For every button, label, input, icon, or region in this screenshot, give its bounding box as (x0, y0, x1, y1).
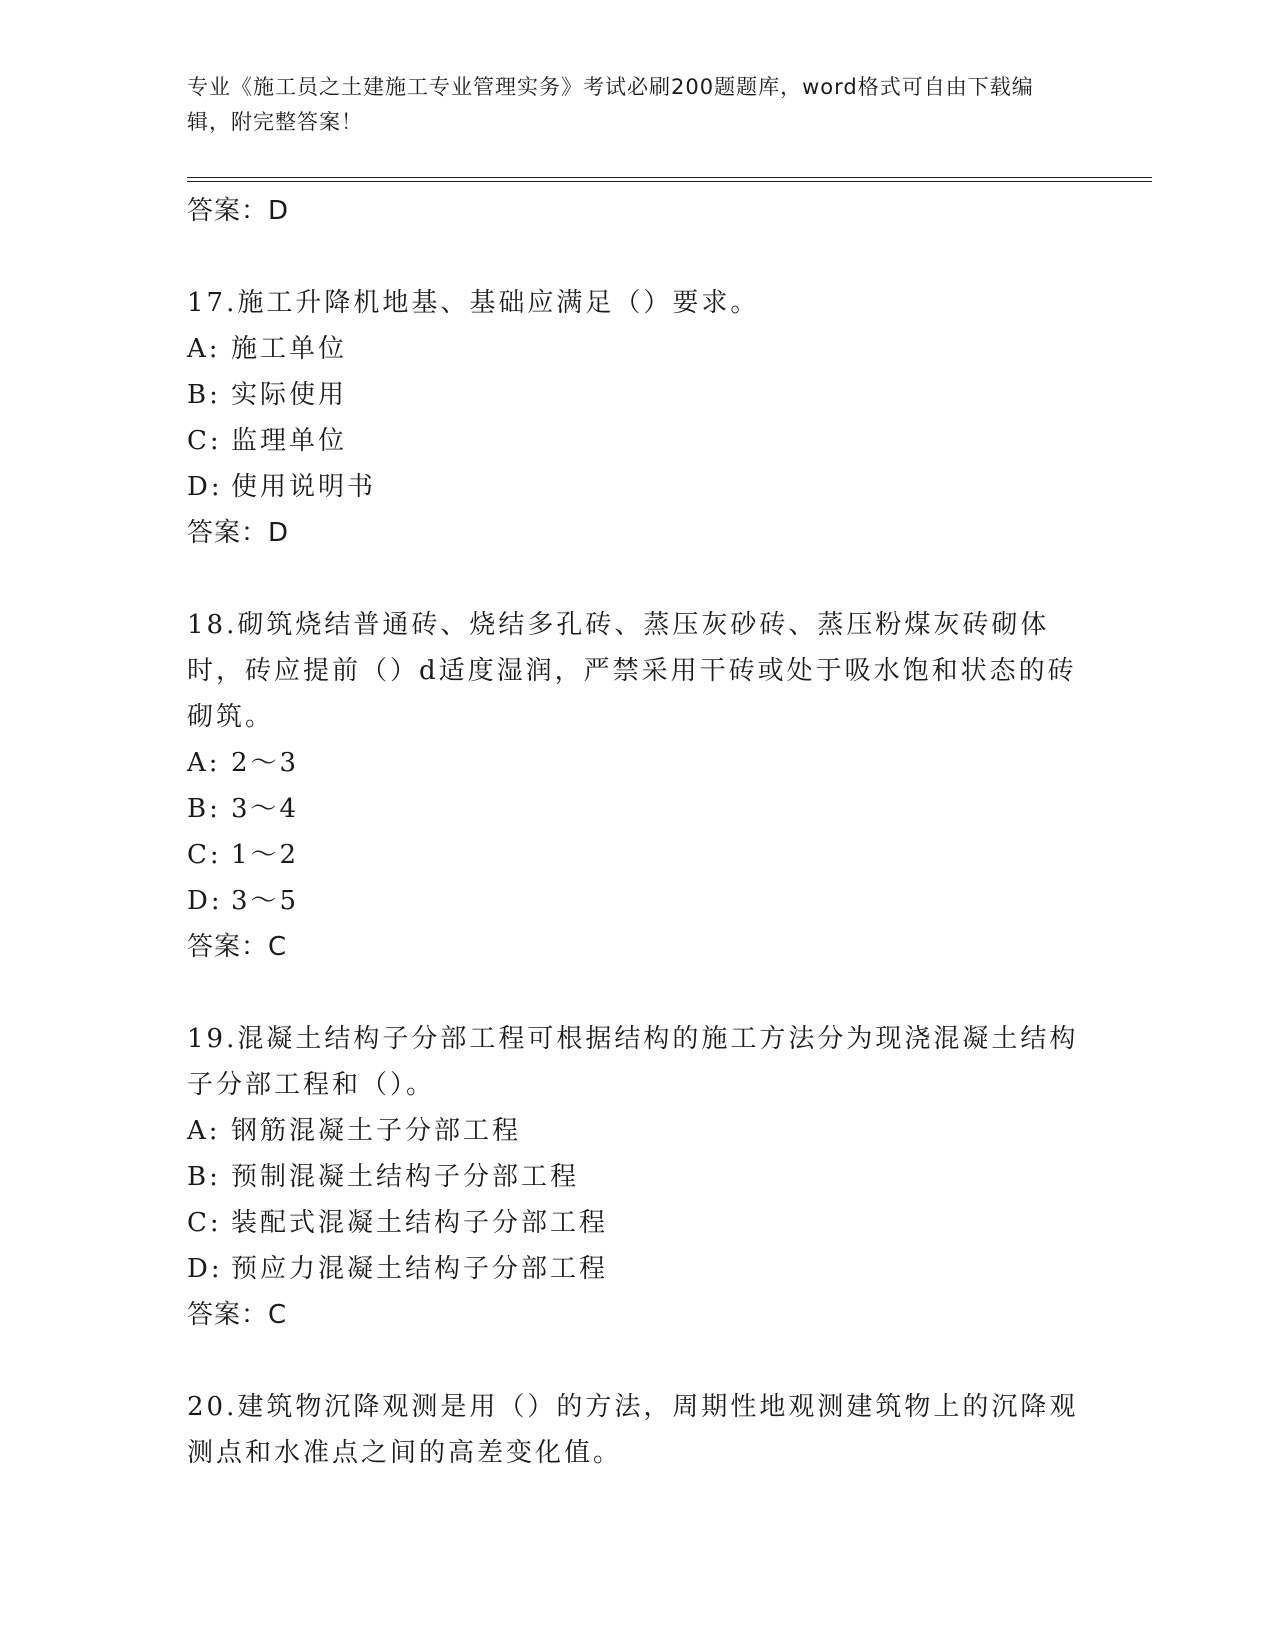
answer-line: 答案：D (187, 518, 290, 548)
question-20 (187, 1384, 1152, 1476)
option-c (187, 1200, 1152, 1246)
document-page (187, 70, 1152, 1476)
option-text: 使用说明书 (231, 472, 377, 502)
question-18 (187, 602, 1152, 970)
option-c (187, 832, 1152, 878)
option-text: 预应力混凝土结构子分部工程 (231, 1254, 609, 1284)
option-letter: B: (187, 794, 221, 824)
option-text: 施工单位 (231, 334, 348, 364)
option-text: 3～4 (231, 794, 300, 824)
answer-line: 答案：C (187, 932, 288, 962)
option-text: 预制混凝土结构子分部工程 (231, 1162, 580, 1192)
option-letter: C: (187, 1208, 222, 1238)
option-d (187, 1246, 1152, 1292)
option-a (187, 740, 1152, 786)
question-stem: 18.砌筑烧结普通砖、烧结多孔砖、蒸压灰砂砖、蒸压粉煤灰砖砌体时，砖应提前（）d适度湿润，严禁采用干砖或处于吸水饱和状态的砖砌筑。 (187, 610, 1077, 732)
question-stem: 20.建筑物沉降观测是用（）的方法，周期性地观测建筑物上的沉降观测点和水准点之间的高差变化值。 (187, 1392, 1079, 1468)
header-divider (187, 177, 1152, 182)
option-text: 装配式混凝土结构子分部工程 (231, 1208, 609, 1238)
option-text: 1～2 (231, 840, 300, 870)
option-letter: A: (187, 748, 221, 778)
option-c (187, 418, 1152, 464)
option-a (187, 326, 1152, 372)
question-17 (187, 280, 1152, 556)
question-stem: 17.施工升降机地基、基础应满足（）要求。 (187, 288, 760, 318)
question-stem: 19.混凝土结构子分部工程可根据结构的施工方法分为现浇混凝土结构子分部工程和（）。 (187, 1024, 1079, 1100)
option-letter: C: (187, 426, 222, 456)
option-b (187, 1154, 1152, 1200)
option-a (187, 1108, 1152, 1154)
option-letter: D: (187, 1254, 223, 1284)
option-d (187, 878, 1152, 924)
question-19 (187, 1016, 1152, 1338)
option-letter: D: (187, 886, 223, 916)
option-letter: B: (187, 1162, 221, 1192)
answer-line: 答案：D (187, 196, 290, 226)
document-header: 专业《施工员之土建施工专业管理实务》考试必刷200题题库，word格式可自由下载编辑，附完整答案！ (187, 75, 1034, 134)
option-text: 2～3 (231, 748, 300, 778)
option-text: 监理单位 (231, 426, 348, 456)
option-b (187, 372, 1152, 418)
option-letter: B: (187, 380, 221, 410)
option-d (187, 464, 1152, 510)
option-text: 钢筋混凝土子分部工程 (231, 1116, 522, 1146)
option-text: 实际使用 (231, 380, 348, 410)
answer-line: 答案：C (187, 1300, 288, 1330)
option-letter: D: (187, 472, 223, 502)
option-text: 3～5 (231, 886, 300, 916)
option-b (187, 786, 1152, 832)
option-letter: C: (187, 840, 222, 870)
option-letter: A: (187, 1116, 221, 1146)
option-letter: A: (187, 334, 221, 364)
